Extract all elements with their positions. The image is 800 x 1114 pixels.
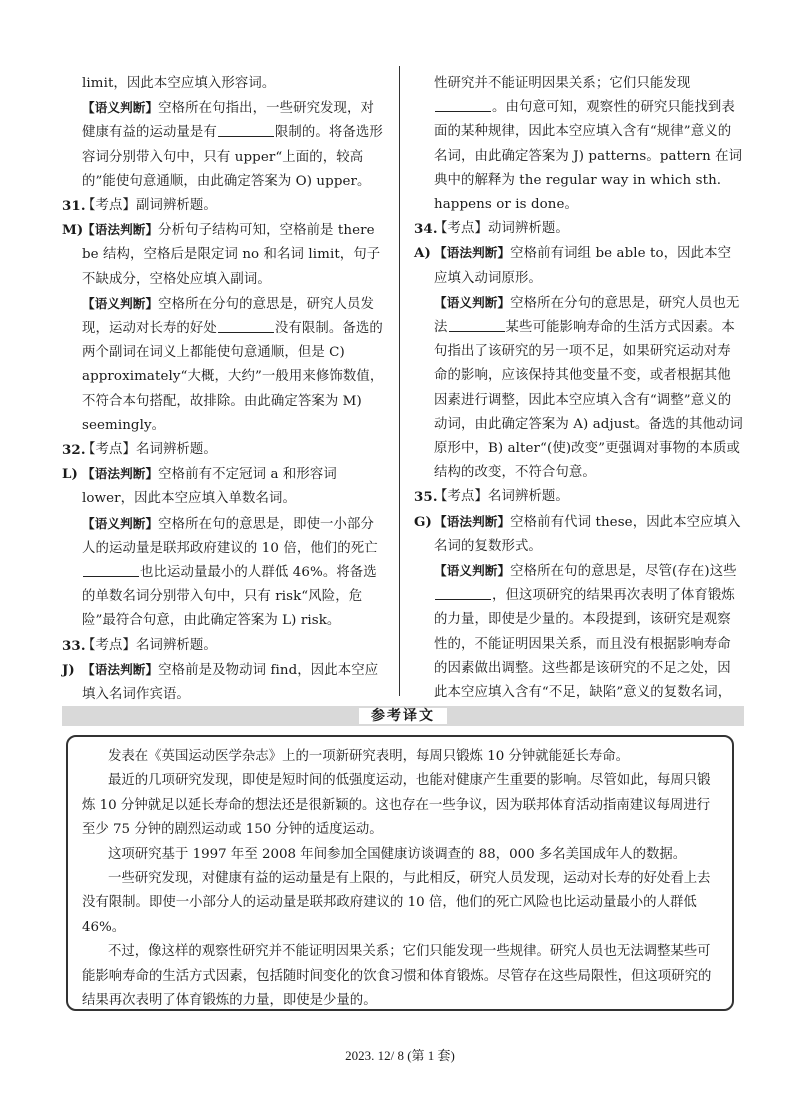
q33-continuation: 性研究并不能证明因果关系；它们只能发现。由句意可知，观察性的研究只能找到表面的某种规律，因此本空应填入含有“规律”意义的名词，由此确定答案为 J) patterns。pattern 在词典中的解释为 the regular way in which sth. happens or is done。	[434, 76, 743, 213]
semantic-tag: 【语义判断】	[82, 515, 159, 531]
question-number: 32.	[62, 442, 86, 459]
grammar-tag: 【语法判断】	[82, 222, 159, 238]
q32-header: 32. 【考点】名词辨析题。	[62, 438, 386, 462]
question-number: 33.	[62, 637, 86, 654]
translation-paragraph: 不过，像这样的观察性研究并不能证明因果关系；它们只能发现一些规律。研究人员也无法调整某些可能影响寿命的生活方式因素，包括随时间变化的饮食习惯和体育锻炼。尽管存在这些局限性，但这项研究的结果再次表明了体育锻炼的力量，即使是少量的。	[82, 944, 712, 1009]
semantic-tag: 【语义判断】	[82, 295, 159, 311]
answer-letter: J)	[62, 661, 75, 678]
semantic-tag: 【语义判断】	[434, 294, 511, 310]
question-number: 31.	[62, 198, 86, 215]
question-number: 34.	[414, 221, 438, 238]
q34-header: 34. 【考点】动词辨析题。	[414, 217, 744, 241]
right-column	[414, 72, 744, 729]
translation-paragraph: 一些研究发现，对健康有益的运动量是有上限的，与此相反，研究人员发现，运动对长寿的好处看上去没有限制。即使一小部分人的运动量是联邦政府建议的 10 倍，他们的死亡风险也比运动量最小的人群低 46%。	[82, 871, 711, 935]
answer-blank	[435, 99, 491, 112]
translation-paragraph: 发表在《英国运动医学杂志》上的一项新研究表明，每周只锻炼 10 分钟就能延长寿命。	[108, 749, 630, 764]
q33-header: 33. 【考点】名词辨析题。	[62, 634, 386, 658]
q34-semantic: 【语义判断】空格所在分句的意思是，研究人员也无法 某些可能影响寿命的生活方式因素。本句指出了该研究的另一项不足，如果研究运动对寿命的影响，应该保持其他变量不变，或者根据其他因素进行调整，因此本空应填入含有“调整”意义的动词，由此确定答案为 A) adjust。备选的其他动词原形中，B) alter“(使)改变”更强调对事物的本质或结构的改变，不符合句意。	[434, 294, 743, 481]
q32-semantic: 【语义判断】空格所在句的意思是，即使一小部分人的运动量是联邦政府建议的 10 倍，他们的死亡也比运动量最小的人群低 46%。将备选的单数名词分别带入句中，只有 risk“风险，危险”最符合句意，由此确定答案为 L) risk。	[82, 515, 378, 629]
answer-letter: L)	[62, 466, 78, 483]
answer-blank	[449, 319, 505, 332]
grammar-tag: 【语法判断】	[82, 661, 159, 677]
answer-blank	[435, 587, 491, 600]
semantic-tag: 【语义判断】	[82, 100, 159, 116]
q35-semantic: 【语义判断】空格所在句的意思是，尽管(存在)这些，但这项研究的结果再次表明了体育锻炼的力量，即使是少量的。本段提到，该研究是观察性的，不能证明因果关系，而且没有根据影响寿命的因素做出调整。这些都是该研究的不足之处，因此本空应填入含有“不足，缺陷”意义的复数名词，	[434, 563, 737, 701]
q34-grammar: A) 【语法判断】空格前有词组 be able to，因此本空应填入动词原形。	[414, 241, 744, 290]
answer-blank	[218, 320, 274, 333]
q32-grammar: L) 【语法判断】空格前有不定冠词 a 和形容词 lower，因此本空应填入单数名词。	[62, 462, 386, 511]
translation-paragraph: 最近的几项研究发现，即使是短时间的低强度运动，也能对健康产生重要的影响。尽管如此，每周只锻炼 10 分钟就足以延长寿命的想法还是很新颖的。这也存在一些争议，因为联邦体育活动指南建议每周进行至少 75 分钟的剧烈运动或 150 分钟的适度运动。	[82, 773, 711, 838]
answer-letter: A)	[414, 245, 431, 262]
translation-box	[66, 735, 734, 1011]
column-divider	[399, 66, 400, 696]
grammar-tag: 【语法判断】	[82, 466, 159, 482]
answer-blank	[83, 564, 139, 577]
grammar-tag: 【语法判断】	[434, 513, 511, 529]
q31-grammar: M) 【语法判断】分析句子结构可知，空格前是 there be 结构，空格后是限定词 no 和名词 limit，句子不缺成分，空格处应填入副词。	[62, 218, 386, 292]
answer-letter: M)	[62, 222, 84, 239]
q31-header: 31. 【考点】副词辨析题。	[62, 194, 386, 218]
q33-grammar: J) 【语法判断】空格前是及物动词 find，因此本空应填入名词作宾语。	[62, 658, 386, 707]
translation-paragraph: 这项研究基于 1997 年至 2008 年间参加全国健康访谈调查的 88，000 多名美国成年人的数据。	[108, 846, 687, 862]
question-number: 35.	[414, 489, 438, 506]
continuation-paragraph: limit，因此本空应填入形容词。	[82, 76, 276, 91]
page-footer: 2023. 12/ 8 (第 1 套)	[345, 1048, 455, 1063]
semantic-tag: 【语义判断】	[434, 563, 511, 579]
q30-semantic-paragraph: 【语义判断】空格所在句指出，一些研究发现，对健康有益的运动量是有 限制的。将备选形容词分别带入句中，只有 upper“上面的，较高的”能使句意通顺，由此确定答案为 O) upper。	[82, 100, 383, 189]
grammar-tag: 【语法判断】	[434, 245, 511, 261]
section-band	[62, 706, 744, 726]
left-column	[62, 72, 386, 732]
answer-blank	[218, 124, 274, 137]
q35-grammar: G) 【语法判断】空格前有代词 these，因此本空应填入名词的复数形式。	[414, 510, 744, 559]
answer-letter: G)	[414, 513, 432, 530]
q31-semantic: 【语义判断】空格所在分句的意思是，研究人员发现，运动对长寿的好处 没有限制。备选的两个副词在词义上都能使句意通顺，但是 C) approximately“大概，大约”一般用来修饰数值，不符合本句搭配，故排除。由此确定答案为 M) seemingly。	[82, 295, 384, 433]
q35-header: 35. 【考点】名词辨析题。	[414, 485, 744, 509]
section-title: 参考译文	[359, 708, 447, 724]
